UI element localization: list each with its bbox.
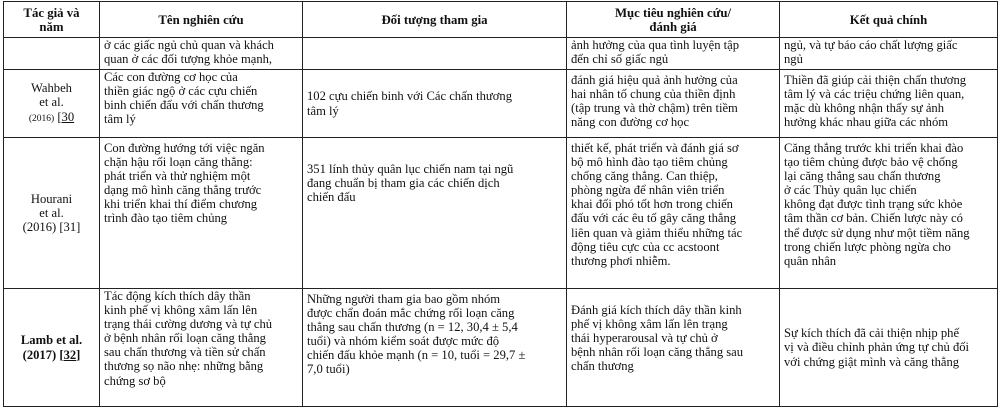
text-line: Thiền đã giúp cải thiện chấn thương bbox=[784, 73, 967, 87]
objective-cell bbox=[567, 70, 780, 138]
participants-cell bbox=[303, 70, 567, 138]
text-line: phòng ngừa để nhân viên triển bbox=[571, 183, 725, 198]
text-line: sau chấn thương và tiền sử chấn bbox=[104, 345, 266, 360]
text-line: tâm thần cơ bản. Chiến lược này có bbox=[784, 211, 963, 226]
text-line: 351 lính thủy quân lục chiến nam tại ngũ bbox=[307, 162, 514, 176]
text-line: Các con đường cơ học của bbox=[104, 70, 238, 84]
text-line: trạng thái cường dương và tự chủ bbox=[104, 317, 273, 332]
text-line: khai đối phó tốt hơn trong chiến bbox=[571, 197, 733, 212]
header-objective bbox=[567, 2, 780, 38]
text-line: thẳng sau chấn thương (n = 12, 30,4 ± 5,4 bbox=[307, 320, 518, 335]
text-line: ngủ, và tự báo cáo chất lượng giấc bbox=[784, 38, 958, 52]
text-line: trong chiến lược phòng ngừa cho bbox=[784, 239, 951, 254]
text-line: đấu với các êu tố gây căng thẳng bbox=[571, 211, 737, 226]
text-line: quân nhân bbox=[784, 253, 837, 268]
results-cell bbox=[780, 70, 998, 138]
author-etal: et al. bbox=[39, 95, 64, 110]
participants-cell bbox=[303, 138, 567, 289]
results-cell bbox=[780, 138, 998, 289]
author-name: Hourani bbox=[30, 191, 73, 206]
participants-cell bbox=[303, 38, 567, 70]
text-line: binh chiến đấu với chấn thương bbox=[104, 98, 264, 113]
text-line: thiền giác ngộ ở các cựu chiến bbox=[104, 84, 258, 99]
text-line: vị và điều chỉnh phản ứng tự chủ đối bbox=[784, 340, 970, 355]
text-line: Con đường hướng tới việc ngăn bbox=[104, 141, 265, 155]
text-line: đánh giá hiệu quả ảnh hưởng của bbox=[571, 73, 738, 87]
author-cell bbox=[4, 38, 100, 70]
text-line: đang chuẩn bị tham gia các chiến dịch bbox=[307, 176, 500, 191]
study-cell bbox=[100, 70, 303, 138]
text-line: chiến đấu bbox=[307, 190, 356, 205]
author-cell bbox=[4, 138, 100, 289]
objective-cell bbox=[567, 38, 780, 70]
results-cell bbox=[780, 38, 998, 70]
text-line: với chứng giật mình và căng thẳng bbox=[784, 354, 960, 369]
header-results: Kết quả chính bbox=[780, 2, 998, 38]
text-line: Những người tham gia bao gồm nhóm bbox=[307, 292, 501, 306]
text-line: chống căng thẳng. Can thiệp, bbox=[571, 169, 718, 184]
header-study: Tên nghiên cứu bbox=[100, 2, 303, 38]
text-line: liên quan và giảm thiểu những tác bbox=[571, 225, 743, 240]
header-objective-line: Mục tiêu nghiên cứu/ bbox=[614, 5, 732, 20]
text-line: ảnh hưởng của qua tình luyện tập bbox=[571, 38, 740, 52]
text-line: kinh phế vị không xâm lấn lên bbox=[104, 303, 258, 318]
text-line: ngủ bbox=[784, 52, 803, 67]
text-line: lại căng thẳng sau chấn thương bbox=[784, 169, 941, 184]
text-line: Tác động kích thích dây thần bbox=[104, 289, 251, 303]
text-line: chặn hậu rối loạn căng thẳng: bbox=[104, 155, 253, 170]
text-line: chiến đấu khỏe mạnh (n = 10, tuổi = 29,7 ± bbox=[307, 348, 526, 363]
text-line: năng con đường cơ học bbox=[571, 115, 690, 130]
table-row bbox=[4, 138, 998, 289]
text-line: phế vị không xâm lấn lên trạng bbox=[571, 317, 728, 332]
author-name: Lamb et al. bbox=[20, 333, 83, 348]
citation-ref[interactable]: 30 bbox=[61, 109, 75, 124]
author-etal: et al. bbox=[39, 205, 64, 220]
author-year: (2017) bbox=[22, 347, 57, 362]
text-line: tâm lý và các triệu chứng liên quan, bbox=[784, 87, 965, 102]
text-line: chứng sơ bộ bbox=[104, 373, 166, 388]
text-line: được chẩn đoán mắc chứng rối loạn căng bbox=[307, 306, 515, 321]
header-author-line: năm bbox=[39, 19, 64, 34]
text-line: hưởng khác nhau giữa các nhóm bbox=[784, 115, 949, 130]
header-author bbox=[4, 2, 100, 38]
text-line: bộ mô hình đào tạo tiêm chủng bbox=[571, 155, 728, 170]
text-line: khi triển khai thí điểm chương bbox=[104, 197, 258, 212]
header-author-line: Tác giả và bbox=[23, 5, 80, 20]
text-line: quan ở các đối tượng khỏe mạnh, bbox=[104, 52, 273, 67]
table-row bbox=[4, 70, 998, 138]
objective-cell bbox=[567, 138, 780, 289]
author-name: Wahbeh bbox=[31, 81, 72, 96]
text-line: Đánh giá kích thích dây thần kinh bbox=[571, 303, 742, 317]
text-line: thái hyperarousal và tự chủ ở bbox=[571, 331, 718, 346]
text-line: ở các Thủy quân lục chiến bbox=[784, 183, 917, 198]
text-line: 102 cựu chiến binh với Các chấn thương bbox=[307, 89, 512, 104]
citation-ref[interactable]: 32 bbox=[63, 347, 77, 362]
literature-table bbox=[3, 1, 998, 407]
text-line: bệnh nhân rối loạn căng thẳng sau bbox=[571, 345, 744, 360]
text-line: tuổi) và nhóm kiểm soát được mức độ bbox=[307, 334, 500, 349]
text-line: tâm lý bbox=[307, 103, 339, 118]
text-line: tạo tiêm chủng được bảo vệ chống bbox=[784, 155, 958, 170]
text-line: chấn thương bbox=[571, 359, 634, 374]
results-cell bbox=[780, 289, 998, 407]
text-line: Sự kích thích đã cải thiện nhịp phế bbox=[784, 326, 960, 341]
author-cell bbox=[4, 70, 100, 138]
study-cell bbox=[100, 289, 303, 407]
author-year: (2016) bbox=[28, 113, 55, 124]
table-row bbox=[4, 38, 998, 70]
objective-cell bbox=[567, 289, 780, 407]
text-line: thương phơi nhiễm. bbox=[571, 253, 671, 268]
text-line: trình đào tạo tiêm chủng bbox=[104, 211, 228, 226]
text-line: động tiêu cực của cc acstoont bbox=[571, 239, 720, 254]
text-line: đến chỉ số giấc ngủ bbox=[571, 52, 669, 67]
text-line: thương sọ não nhẹ: những bằng bbox=[104, 359, 264, 374]
author-cell bbox=[4, 289, 100, 407]
author-year-line: (2016) [30 bbox=[28, 109, 75, 124]
text-line: (tập trung và thờ chậm) trên tiềm bbox=[571, 101, 738, 116]
header-row bbox=[4, 2, 998, 38]
table-row bbox=[4, 289, 998, 407]
study-cell bbox=[100, 38, 303, 70]
text-line: ở bệnh nhân rối loạn căng thẳng bbox=[104, 331, 266, 346]
text-line: thể được sử dụng như một tiềm năng bbox=[784, 225, 970, 240]
header-participants: Đối tượng tham gia bbox=[303, 2, 567, 38]
text-line: thiết kế, phát triển và đánh giá sơ bbox=[571, 141, 739, 155]
author-year-line: (2017) [32] bbox=[22, 347, 81, 362]
header-objective-line: đánh giá bbox=[649, 19, 697, 34]
text-line: hai nhân tố chung của thiền định bbox=[571, 87, 736, 102]
study-cell bbox=[100, 138, 303, 289]
text-line: tâm lý bbox=[104, 112, 136, 127]
text-line: 7,0 tuổi) bbox=[307, 362, 350, 377]
text-line: phát triển và thử nghiệm một bbox=[104, 169, 251, 184]
text-line: dạng mô hình căng thẳng trước bbox=[104, 183, 262, 198]
text-line: mặc dù không nhận thấy sự ảnh bbox=[784, 101, 945, 116]
text-line: ở các giấc ngủ chủ quan và khách bbox=[104, 38, 274, 52]
participants-cell bbox=[303, 289, 567, 407]
text-line: Căng thẳng trước khi triển khai đào bbox=[784, 141, 964, 155]
author-year: (2016) [31] bbox=[22, 220, 81, 235]
text-line: không đạt được tình trạng sức khỏe bbox=[784, 197, 963, 212]
